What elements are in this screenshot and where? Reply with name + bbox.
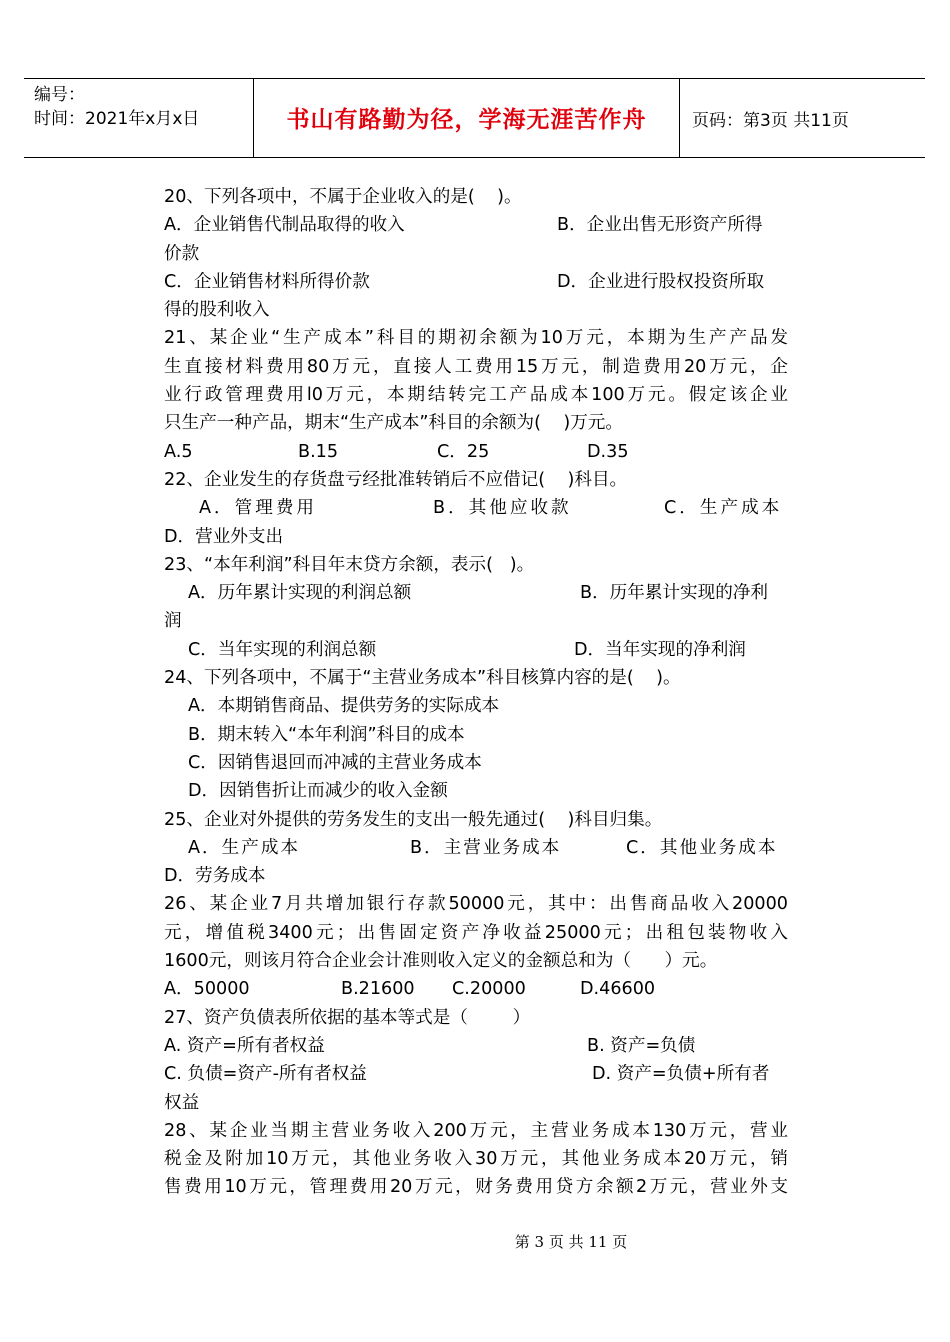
header-meta (34, 83, 199, 131)
option-a: A．历年累计实现的利润总额 (188, 583, 412, 604)
question-text: 税金及附加10万元，其他业务收入30万元，其他业务成本20万元，销 (164, 1149, 788, 1170)
option-b: B．其他应收款 (433, 498, 572, 519)
option-d: D．营业外支出 (164, 526, 284, 547)
question-27: 27、资产负债表所依据的基本等式是（ ） (164, 1007, 531, 1028)
option-d: D. 资产=负债+所有者 (592, 1064, 770, 1085)
text-line (164, 607, 788, 635)
text-continuation: 权益 (164, 1092, 200, 1113)
option-a: A．生产成本 (188, 837, 301, 858)
option-line (164, 438, 788, 466)
option-b: B．历年累计实现的净利 (580, 583, 769, 604)
question-text: 生直接材料费用80万元，直接人工费用15万元，制造费用20万元，企 (164, 356, 788, 377)
option-d: D．劳务成本 (164, 866, 266, 887)
question-20: 20、下列各项中，不属于企业收入的是( )。 (164, 187, 522, 207)
text-line (164, 664, 788, 692)
option-b: B.21600 (341, 979, 415, 1000)
option-b: B.15 (298, 441, 339, 462)
question-body (164, 183, 788, 1202)
page-footer: 第 3 页 共 11 页 (514, 1233, 628, 1251)
option-a: A．企业销售代制品取得的收入 (164, 215, 405, 236)
question-22: 22、企业发生的存货盘亏经批准转销后不应借记( )科目。 (164, 469, 628, 490)
text-line (164, 409, 788, 437)
question-text: 业行政管理费用l0万元，本期结转完工产品成本100万元。假定该企业 (164, 385, 788, 406)
option-c: C．其他业务成本 (626, 837, 778, 858)
text-line (164, 721, 788, 749)
option-b: B. 资产=负债 (587, 1035, 696, 1056)
option-a: A．本期销售商品、提供劳务的实际成本 (188, 696, 500, 717)
option-b: B．主营业务成本 (410, 837, 562, 858)
text-line (164, 183, 788, 211)
option-c: C．生产成本 (664, 498, 783, 519)
text-line (164, 777, 788, 805)
option-d: D.46600 (580, 979, 656, 1000)
text-line (164, 947, 788, 975)
question-21: 21、某企业“生产成本”科目的期初余额为10万元，本期为生产产品发 (164, 328, 788, 349)
option-line (164, 211, 788, 239)
text-line (164, 862, 788, 890)
option-line (164, 268, 788, 296)
question-text: 1600元，则该月符合企业会计准则收入定义的金额总和为（ ）元。 (164, 951, 718, 972)
question-23: 23、“本年利润”科目年末贷方余额，表示( )。 (164, 554, 535, 575)
text-continuation: 润 (164, 611, 182, 632)
option-d: D．当年实现的净利润 (574, 639, 746, 660)
text-line (164, 692, 788, 720)
time-label: 时间：2021年x月x日 (34, 109, 200, 129)
option-line (164, 1060, 788, 1088)
page-header (24, 78, 925, 158)
option-c: C.20000 (452, 979, 526, 1000)
question-24: 24、下列各项中，不属于“主营业务成本”科目核算内容的是( )。 (164, 668, 681, 689)
option-d: D．因销售折让而减少的收入金额 (188, 781, 448, 802)
question-text: 只生产一种产品，期末“生产成本”科目的余额为( )万元。 (164, 413, 623, 434)
text-line (164, 1089, 788, 1117)
text-line (164, 523, 788, 551)
question-text: 售费用10万元，管理费用20万元，财务费用贷方余额2万元，营业外支 (164, 1177, 788, 1198)
text-line (164, 1004, 788, 1032)
option-line (164, 636, 788, 664)
header-page-info: 页码：第3页 共11页 (692, 111, 849, 131)
text-line (164, 806, 788, 834)
question-28: 28、某企业当期主营业务收入200万元，主营业务成本130万元，营业 (164, 1120, 788, 1141)
serial-label: 编号： (34, 85, 85, 105)
option-line (164, 834, 788, 862)
header-motto: 书山有路勤为径，学海无涯苦作舟 (286, 107, 647, 133)
question-26: 26、某企业7月共增加银行存款50000元，其中：出售商品收入20000 (164, 894, 788, 915)
option-line (164, 1032, 788, 1060)
option-c: C．因销售退回而冲减的主营业务成本 (188, 752, 482, 773)
text-continuation: 价款 (164, 243, 200, 264)
option-a: A．管理费用 (199, 498, 318, 519)
option-b: B．企业出售无形资产所得 (557, 215, 763, 236)
text-line (164, 240, 788, 268)
header-divider (679, 79, 680, 157)
option-a: A.5 (164, 441, 193, 462)
option-d: D.35 (587, 441, 629, 462)
option-c: C．当年实现的利润总额 (188, 639, 377, 660)
question-text: 元，增值税3400元；出售固定资产净收益25000元；出租包装物收入 (164, 922, 788, 943)
text-continuation: 得的股利收入 (164, 300, 270, 321)
option-line (164, 494, 788, 522)
option-line (164, 975, 788, 1003)
option-d: D．企业进行股权投资所取 (557, 271, 765, 292)
text-line (164, 551, 788, 579)
text-line (164, 466, 788, 494)
option-c: C．企业销售材料所得价款 (164, 271, 370, 292)
text-line (164, 749, 788, 777)
option-line (164, 579, 788, 607)
option-b: B．期末转入“本年利润”科目的成本 (188, 724, 465, 745)
option-c: C. 负债=资产-所有者权益 (164, 1064, 367, 1085)
option-a: A. 资产=所有者权益 (164, 1035, 325, 1056)
option-c: C．25 (437, 441, 490, 462)
option-a: A．50000 (164, 979, 250, 1000)
question-25: 25、企业对外提供的劳务发生的支出一般先通过( )科目归集。 (164, 809, 663, 830)
text-line (164, 296, 788, 324)
